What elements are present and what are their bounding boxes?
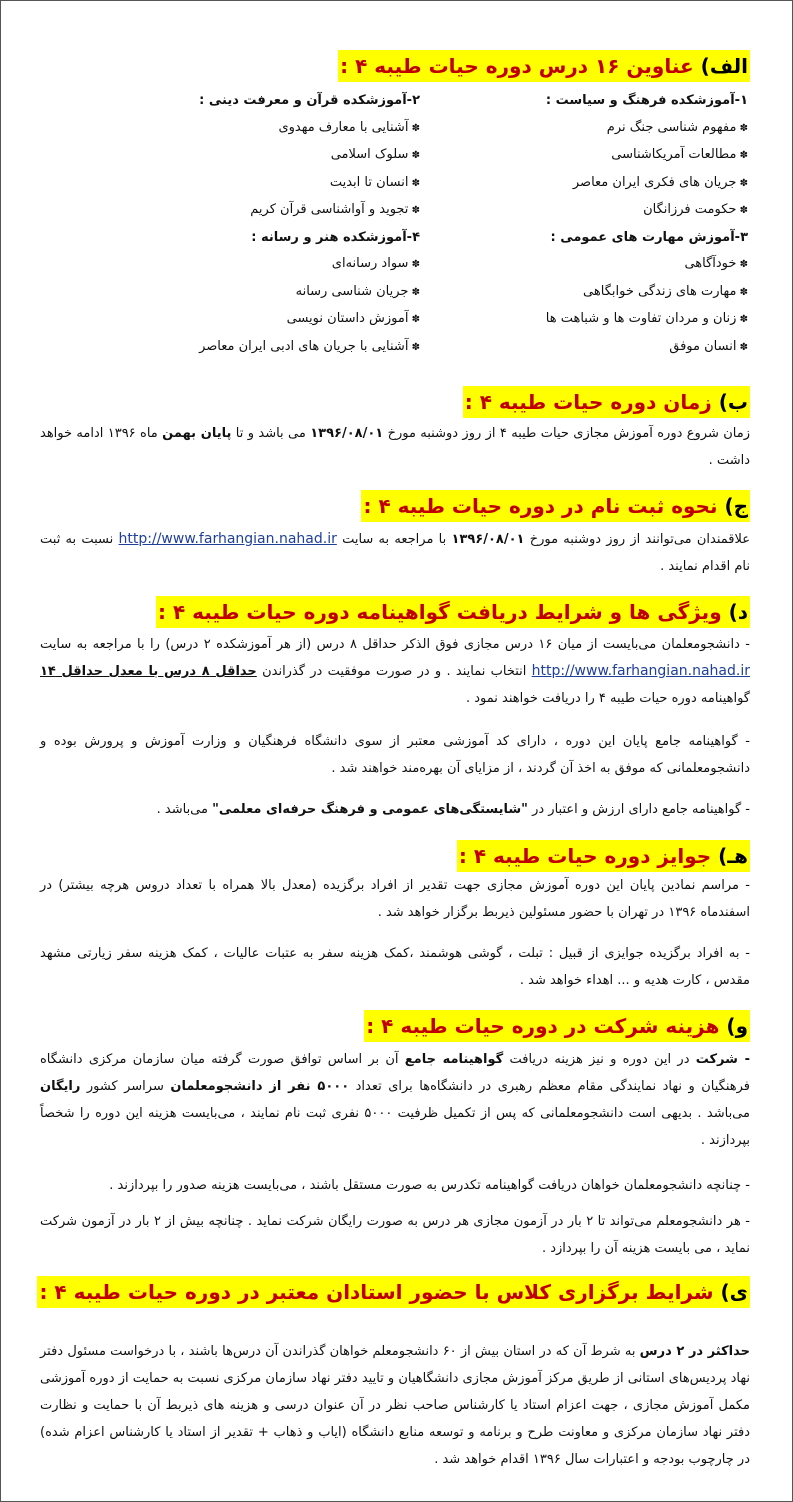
list-item: ✽ زنان و مردان تفاوت ها و شباهت ها bbox=[478, 306, 748, 334]
section-dal-p3: - گواهینامه جامع دارای ارزش و اعتبار در "شایستگی‌های عمومی و فرهنگ حرفه‌ای معلمی" می‌باشد . bbox=[156, 802, 750, 817]
section-jim-text: علاقمندان می‌توانند از روز دوشنبه مورخ ۱۳۹۶/۰۸/۰۱ با مراجعه به سایت http://www.farhangian.nahad.ir نسبت به ثبت نام اقدام نمایند . bbox=[40, 531, 751, 574]
section-vav-heading: و) هزینه شرکت در دوره حیات طیبه ۴ : bbox=[364, 1010, 750, 1042]
list-item: ✽ انسان موفق bbox=[478, 334, 748, 362]
group-heading-culture: ۱-آموزشکده فرهنگ و سیاست : bbox=[545, 93, 748, 108]
section-he-p2: - به افراد برگزیده جوایزی از قبیل : تبلت ، گوشی هوشمند ،کمک هزینه سفر به عتبات عالیات ، کمک هزینه سفر زیارتی مشهد مقدس ، کارت هدیه و ... اهداء خواهد شد . bbox=[40, 946, 750, 988]
section-vav-p2: - چنانچه دانشجومعلمان خواهان دریافت گواهینامه تکدرس به صورت مستقل باشند ، می‌بایست هزینه صدور را بپردازند . bbox=[109, 1178, 750, 1193]
registration-link[interactable]: http://www.farhangian.nahad.ir bbox=[118, 531, 337, 547]
list-item: ✽ جریان شناسی رسانه bbox=[80, 279, 420, 307]
section-he bbox=[40, 840, 750, 872]
list-item: ✽ مهارت های زندگی خوابگاهی bbox=[478, 279, 748, 307]
list-item: ✽ سلوک اسلامی bbox=[80, 142, 420, 170]
course-column-left bbox=[80, 88, 420, 361]
section-alef bbox=[40, 50, 750, 82]
list-item: ✽ آشنایی با جریان های ادبی ایران معاصر bbox=[80, 334, 420, 362]
section-he-p1: - مراسم نمادین پایان این دوره آموزش مجازی جهت تقدیر از افراد برگزیده (معدل بالا همراه با تعداد دروس هرچه بیشتر) در اسفندماه ۱۳۹۶ در تهران با حضور مسئولین ذیربط برگزار خواهد شد . bbox=[40, 878, 750, 920]
section-ye bbox=[40, 1276, 750, 1308]
section-dal-heading: د) ویژگی ها و شرایط دریافت گواهینامه دوره حیات طیبه ۴ : bbox=[156, 596, 750, 628]
list-item: ✽ خودآگاهی bbox=[478, 251, 748, 279]
section-he-heading: هـ) جوایز دوره حیات طیبه ۴ : bbox=[457, 840, 750, 872]
list-item: ✽ مفهوم شناسی جنگ نرم bbox=[478, 115, 748, 143]
section-ye-p1: حداکثر در ۲ درس به شرط آن که در استان بیش از ۶۰ دانشجومعلم خواهان گذراندن آن درس‌ها باشند ، با درخواست مسئول دفتر نهاد پردیس‌های استانی از طریق مرکز آموزش مجازی دانشگاهیان و تایید دفتر نهاد سازمان مرکزی نسبت به حمایت از دوره آموزشی مکمل آموزش مجازی ، جهت اعزام استاد یا کارشناس صاحب نظر در آن عنوان درسی و هزینه های ذیربط آن با حمایت و نظارت دفتر نهاد سازمان مرکزی و معاونت طرح و برنامه و توسعه منابع دانشگاه (ایاب و ذهاب + تقدیر از استاد یا کارشناس اعزام شده) در چارچوب بودجه و اعتبارات سال ۱۳۹۶ اقدام خواهد شد . bbox=[40, 1344, 750, 1467]
section-be bbox=[40, 386, 750, 418]
group-heading-skills: ۳-آموزش مهارت های عمومی : bbox=[550, 229, 748, 245]
section-vav bbox=[40, 1010, 750, 1042]
course-list bbox=[40, 88, 750, 358]
section-be-heading: ب) زمان دوره حیات طیبه ۴ : bbox=[463, 386, 750, 418]
group-heading-art: ۴-آموزشکده هنر و رسانه : bbox=[251, 229, 420, 245]
section-be-text: زمان شروع دوره آموزش مجازی حیات طیبه ۴ از روز دوشنبه مورخ ۱۳۹۶/۰۸/۰۱ می باشد و تا پایان بهمن ماه ۱۳۹۶ ادامه خواهد داشت . bbox=[40, 426, 750, 468]
list-item: ✽ انسان تا ابدیت bbox=[80, 170, 420, 198]
course-site-link[interactable]: http://www.farhangian.nahad.ir bbox=[531, 663, 750, 679]
list-item: ✽ مطالعات آمریکاشناسی bbox=[478, 142, 748, 170]
section-dal bbox=[40, 596, 750, 628]
list-item: ✽ آموزش داستان نویسی bbox=[80, 306, 420, 334]
section-alef-heading: الف) عناوین ۱۶ درس دوره حیات طیبه ۴ : bbox=[338, 50, 750, 82]
section-jim bbox=[40, 490, 750, 522]
section-vav-p1: - شرکت در این دوره و نیز هزینه دریافت گواهینامه جامع آن بر اساس توافق صورت گرفته میان سازمان مرکزی دانشگاه فرهنگیان و نهاد نمایندگی مقام معظم رهبری در دانشگاه‌ها برای تعداد ۵۰۰۰ نفر از دانشجومعلمان سراسر کشور رایگان می‌باشد . بدیهی است دانشجومعلمانی که پس از تکمیل ظرفیت ۵۰۰۰ نفری ثبت نام نمایند ، می‌بایست هزینه این دوره را شخصاً بپردازند . bbox=[40, 1052, 750, 1148]
section-jim-heading: ج) نحوه ثبت نام در دوره حیات طیبه ۴ : bbox=[361, 490, 750, 522]
course-column-right bbox=[478, 88, 748, 361]
list-item: ✽ سواد رسانه‌ای bbox=[80, 251, 420, 279]
section-ye-heading: ی) شرایط برگزاری کلاس با حضور استادان معتبر در دوره حیات طیبه ۴ : bbox=[37, 1276, 750, 1308]
list-item: ✽ حکومت فرزانگان bbox=[478, 197, 748, 225]
list-item: ✽ آشنایی با معارف مهدوی bbox=[80, 115, 420, 143]
list-item: ✽ تجوید و آواشناسی قرآن کریم bbox=[80, 197, 420, 225]
section-dal-p2: - گواهینامه جامع پایان این دوره ، دارای کد آموزشی معتبر از سوی دانشگاه فرهنگیان و وزارت آموزش و پرورش بوده و دانشجومعلمانی که موفق به اخذ آن گردند ، از مزایای آن بهره‌مند خواهند شد . bbox=[40, 734, 750, 776]
section-dal-p1: - دانشجومعلمان می‌بایست از میان ۱۶ درس مجازی فوق الذکر حداقل ۸ درس (از هر آموزشکده ۲ درس) را با مراجعه به سایت http://www.farhangian.nahad.ir انتخاب نمایند . و در صورت موفقیت در گذراندن حداقل ۸ درس با معدل حداقل ۱۴ گواهینامه دوره حیات طیبه ۴ را دریافت خواهند نمود . bbox=[40, 637, 750, 706]
group-heading-quran: ۲-آموزشکده قرآن و معرفت دینی : bbox=[199, 93, 420, 108]
section-vav-p3: - هر دانشجومعلم می‌تواند تا ۲ بار در آزمون مجازی هر درس به صورت رایگان شرکت نماید . چنانچه بیش از ۲ بار در آزمون شرکت نماید ، می بایست هزینه آن را بپردازد . bbox=[40, 1214, 750, 1256]
list-item: ✽ جریان های فکری ایران معاصر bbox=[478, 170, 748, 198]
